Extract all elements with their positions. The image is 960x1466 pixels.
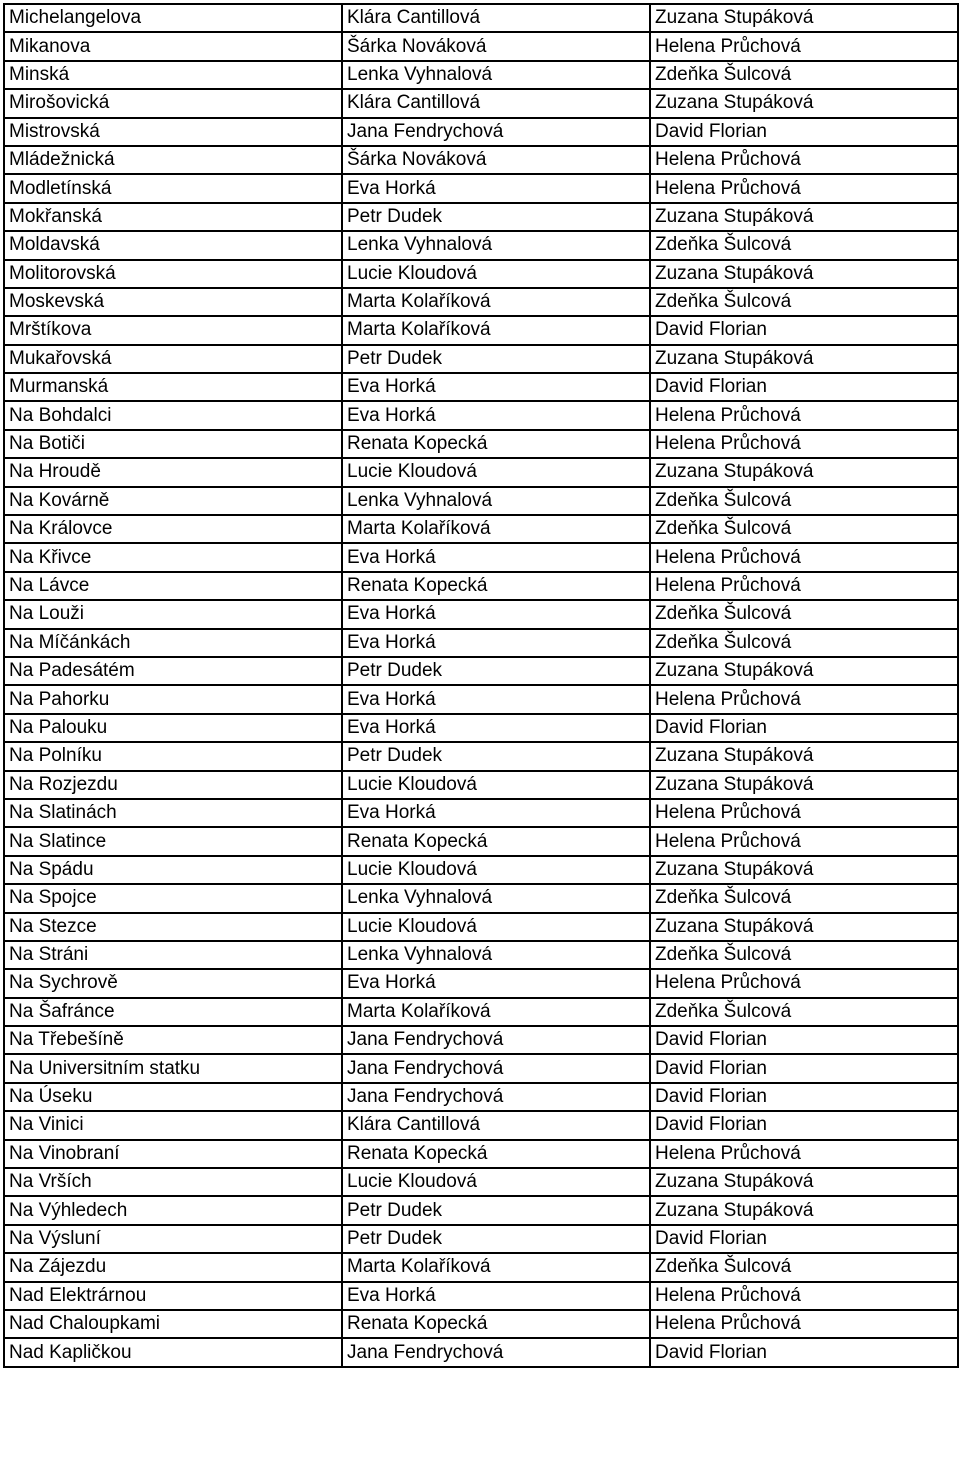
- street-cell: Na Míčánkách: [4, 629, 342, 657]
- second-person-cell: Helena Průchová: [650, 32, 958, 60]
- street-cell: Michelangelova: [4, 4, 342, 32]
- table-row: [4, 146, 958, 174]
- first-person-cell: Eva Horká: [342, 629, 650, 657]
- street-cell: Nad Elektrárnou: [4, 1282, 342, 1310]
- street-cell: Na Kovárně: [4, 487, 342, 515]
- street-cell: Nad Chaloupkami: [4, 1310, 342, 1338]
- first-person-cell: Lucie Kloudová: [342, 856, 650, 884]
- street-cell: Na Šafránce: [4, 998, 342, 1026]
- street-cell: Mrštíkova: [4, 316, 342, 344]
- table-row: [4, 856, 958, 884]
- first-person-cell: Lenka Vyhnalová: [342, 884, 650, 912]
- street-cell: Na Hroudě: [4, 458, 342, 486]
- street-cell: Molitorovská: [4, 260, 342, 288]
- second-person-cell: Zuzana Stupáková: [650, 89, 958, 117]
- first-person-cell: Eva Horká: [342, 174, 650, 202]
- table-body: [4, 4, 958, 1367]
- table-row: [4, 884, 958, 912]
- second-person-cell: Zuzana Stupáková: [650, 1168, 958, 1196]
- table-row: [4, 913, 958, 941]
- table-row: [4, 32, 958, 60]
- second-person-cell: Zuzana Stupáková: [650, 345, 958, 373]
- second-person-cell: Zdeňka Šulcová: [650, 515, 958, 543]
- second-person-cell: Helena Průchová: [650, 799, 958, 827]
- first-person-cell: Marta Kolaříková: [342, 288, 650, 316]
- second-person-cell: Zuzana Stupáková: [650, 458, 958, 486]
- second-person-cell: Helena Průchová: [650, 827, 958, 855]
- street-cell: Mirošovická: [4, 89, 342, 117]
- table-row: [4, 600, 958, 628]
- street-cell: Na Rozjezdu: [4, 771, 342, 799]
- first-person-cell: Marta Kolaříková: [342, 316, 650, 344]
- street-cell: Na Padesátém: [4, 657, 342, 685]
- first-person-cell: Petr Dudek: [342, 203, 650, 231]
- table-row: [4, 998, 958, 1026]
- street-cell: Na Vrších: [4, 1168, 342, 1196]
- first-person-cell: Šárka Nováková: [342, 32, 650, 60]
- table-row: [4, 174, 958, 202]
- second-person-cell: Zuzana Stupáková: [650, 203, 958, 231]
- table-row: [4, 118, 958, 146]
- first-person-cell: Jana Fendrychová: [342, 1083, 650, 1111]
- street-cell: Mikanova: [4, 32, 342, 60]
- table-row: [4, 543, 958, 571]
- street-cell: Mukařovská: [4, 345, 342, 373]
- table-row: [4, 1196, 958, 1224]
- table-row: [4, 401, 958, 429]
- table-row: [4, 799, 958, 827]
- first-person-cell: Jana Fendrychová: [342, 1026, 650, 1054]
- second-person-cell: Zuzana Stupáková: [650, 260, 958, 288]
- table-row: [4, 288, 958, 316]
- table-row: [4, 685, 958, 713]
- street-cell: Mládežnická: [4, 146, 342, 174]
- first-person-cell: Eva Horká: [342, 373, 650, 401]
- first-person-cell: Eva Horká: [342, 714, 650, 742]
- second-person-cell: Zdeňka Šulcová: [650, 884, 958, 912]
- first-person-cell: Jana Fendrychová: [342, 1338, 650, 1366]
- first-person-cell: Renata Kopecká: [342, 572, 650, 600]
- first-person-cell: Eva Horká: [342, 969, 650, 997]
- street-cell: Na Vinobraní: [4, 1140, 342, 1168]
- table-row: [4, 1111, 958, 1139]
- first-person-cell: Eva Horká: [342, 685, 650, 713]
- second-person-cell: Zdeňka Šulcová: [650, 487, 958, 515]
- first-person-cell: Renata Kopecká: [342, 827, 650, 855]
- table-row: [4, 1282, 958, 1310]
- second-person-cell: Zuzana Stupáková: [650, 742, 958, 770]
- second-person-cell: Helena Průchová: [650, 1140, 958, 1168]
- street-cell: Na Úseku: [4, 1083, 342, 1111]
- table-row: [4, 1253, 958, 1281]
- first-person-cell: Eva Horká: [342, 600, 650, 628]
- second-person-cell: David Florian: [650, 1083, 958, 1111]
- first-person-cell: Lucie Kloudová: [342, 260, 650, 288]
- table-row: [4, 1338, 958, 1366]
- table-row: [4, 969, 958, 997]
- first-person-cell: Eva Horká: [342, 543, 650, 571]
- first-person-cell: Petr Dudek: [342, 1225, 650, 1253]
- second-person-cell: Helena Průchová: [650, 146, 958, 174]
- second-person-cell: Helena Průchová: [650, 1282, 958, 1310]
- table-row: [4, 316, 958, 344]
- table-row: [4, 4, 958, 32]
- street-cell: Minská: [4, 61, 342, 89]
- second-person-cell: Zdeňka Šulcová: [650, 1253, 958, 1281]
- table-row: [4, 1083, 958, 1111]
- street-cell: Na Stezce: [4, 913, 342, 941]
- first-person-cell: Renata Kopecká: [342, 1140, 650, 1168]
- street-cell: Na Polníku: [4, 742, 342, 770]
- first-person-cell: Lucie Kloudová: [342, 913, 650, 941]
- first-person-cell: Renata Kopecká: [342, 1310, 650, 1338]
- street-cell: Na Vinici: [4, 1111, 342, 1139]
- second-person-cell: David Florian: [650, 1111, 958, 1139]
- table-row: [4, 260, 958, 288]
- second-person-cell: Helena Průchová: [650, 401, 958, 429]
- table-row: [4, 487, 958, 515]
- table-row: [4, 1054, 958, 1082]
- second-person-cell: Zdeňka Šulcová: [650, 288, 958, 316]
- second-person-cell: David Florian: [650, 714, 958, 742]
- second-person-cell: Zdeňka Šulcová: [650, 231, 958, 259]
- table-row: [4, 373, 958, 401]
- table-row: [4, 941, 958, 969]
- street-cell: Na Botiči: [4, 430, 342, 458]
- second-person-cell: Helena Průchová: [650, 174, 958, 202]
- street-cell: Na Stráni: [4, 941, 342, 969]
- second-person-cell: Zdeňka Šulcová: [650, 941, 958, 969]
- first-person-cell: Lenka Vyhnalová: [342, 487, 650, 515]
- first-person-cell: Klára Cantillová: [342, 4, 650, 32]
- street-cell: Na Universitním statku: [4, 1054, 342, 1082]
- table-row: [4, 203, 958, 231]
- first-person-cell: Jana Fendrychová: [342, 118, 650, 146]
- street-cell: Na Palouku: [4, 714, 342, 742]
- second-person-cell: David Florian: [650, 1026, 958, 1054]
- street-cell: Na Zájezdu: [4, 1253, 342, 1281]
- second-person-cell: Helena Průchová: [650, 543, 958, 571]
- first-person-cell: Petr Dudek: [342, 345, 650, 373]
- street-assignment-table: [3, 3, 959, 1368]
- street-cell: Na Sychrově: [4, 969, 342, 997]
- table-row: [4, 515, 958, 543]
- table-row: [4, 430, 958, 458]
- table-row: [4, 714, 958, 742]
- second-person-cell: David Florian: [650, 373, 958, 401]
- second-person-cell: Zdeňka Šulcová: [650, 61, 958, 89]
- second-person-cell: Zdeňka Šulcová: [650, 629, 958, 657]
- second-person-cell: Helena Průchová: [650, 572, 958, 600]
- second-person-cell: David Florian: [650, 1054, 958, 1082]
- table-row: [4, 629, 958, 657]
- first-person-cell: Eva Horká: [342, 1282, 650, 1310]
- street-cell: Na Spojce: [4, 884, 342, 912]
- street-cell: Mokřanská: [4, 203, 342, 231]
- street-cell: Na Louži: [4, 600, 342, 628]
- street-cell: Na Lávce: [4, 572, 342, 600]
- second-person-cell: David Florian: [650, 1338, 958, 1366]
- first-person-cell: Lenka Vyhnalová: [342, 61, 650, 89]
- first-person-cell: Lucie Kloudová: [342, 771, 650, 799]
- table-row: [4, 742, 958, 770]
- second-person-cell: Zuzana Stupáková: [650, 4, 958, 32]
- street-cell: Na Spádu: [4, 856, 342, 884]
- table-row: [4, 827, 958, 855]
- first-person-cell: Petr Dudek: [342, 742, 650, 770]
- first-person-cell: Petr Dudek: [342, 657, 650, 685]
- street-cell: Murmanská: [4, 373, 342, 401]
- first-person-cell: Lenka Vyhnalová: [342, 231, 650, 259]
- second-person-cell: David Florian: [650, 118, 958, 146]
- first-person-cell: Jana Fendrychová: [342, 1054, 650, 1082]
- first-person-cell: Šárka Nováková: [342, 146, 650, 174]
- street-cell: Moskevská: [4, 288, 342, 316]
- street-cell: Na Slatinách: [4, 799, 342, 827]
- second-person-cell: David Florian: [650, 1225, 958, 1253]
- table-row: [4, 1168, 958, 1196]
- street-cell: Moldavská: [4, 231, 342, 259]
- first-person-cell: Klára Cantillová: [342, 89, 650, 117]
- first-person-cell: Lucie Kloudová: [342, 458, 650, 486]
- table-row: [4, 458, 958, 486]
- second-person-cell: Helena Průchová: [650, 1310, 958, 1338]
- street-cell: Na Výhledech: [4, 1196, 342, 1224]
- street-cell: Na Pahorku: [4, 685, 342, 713]
- second-person-cell: Helena Průchová: [650, 430, 958, 458]
- table-row: [4, 89, 958, 117]
- table-row: [4, 771, 958, 799]
- street-cell: Na Výsluní: [4, 1225, 342, 1253]
- second-person-cell: Helena Průchová: [650, 969, 958, 997]
- first-person-cell: Renata Kopecká: [342, 430, 650, 458]
- table-row: [4, 572, 958, 600]
- second-person-cell: Zuzana Stupáková: [650, 1196, 958, 1224]
- second-person-cell: Zuzana Stupáková: [650, 913, 958, 941]
- street-cell: Na Třebešíně: [4, 1026, 342, 1054]
- street-cell: Na Královce: [4, 515, 342, 543]
- second-person-cell: Zdeňka Šulcová: [650, 998, 958, 1026]
- first-person-cell: Eva Horká: [342, 401, 650, 429]
- table-row: [4, 1140, 958, 1168]
- street-cell: Mistrovská: [4, 118, 342, 146]
- first-person-cell: Eva Horká: [342, 799, 650, 827]
- first-person-cell: Lenka Vyhnalová: [342, 941, 650, 969]
- first-person-cell: Marta Kolaříková: [342, 998, 650, 1026]
- second-person-cell: Zdeňka Šulcová: [650, 600, 958, 628]
- table-row: [4, 61, 958, 89]
- table-row: [4, 231, 958, 259]
- first-person-cell: Petr Dudek: [342, 1196, 650, 1224]
- table-row: [4, 1310, 958, 1338]
- table-row: [4, 1225, 958, 1253]
- first-person-cell: Marta Kolaříková: [342, 1253, 650, 1281]
- table-row: [4, 345, 958, 373]
- second-person-cell: Zuzana Stupáková: [650, 856, 958, 884]
- first-person-cell: Marta Kolaříková: [342, 515, 650, 543]
- table-row: [4, 657, 958, 685]
- second-person-cell: Zuzana Stupáková: [650, 657, 958, 685]
- second-person-cell: David Florian: [650, 316, 958, 344]
- street-cell: Modletínská: [4, 174, 342, 202]
- street-cell: Na Křivce: [4, 543, 342, 571]
- first-person-cell: Klára Cantillová: [342, 1111, 650, 1139]
- first-person-cell: Lucie Kloudová: [342, 1168, 650, 1196]
- street-cell: Nad Kapličkou: [4, 1338, 342, 1366]
- second-person-cell: Helena Průchová: [650, 685, 958, 713]
- table-row: [4, 1026, 958, 1054]
- second-person-cell: Zuzana Stupáková: [650, 771, 958, 799]
- street-cell: Na Slatince: [4, 827, 342, 855]
- street-cell: Na Bohdalci: [4, 401, 342, 429]
